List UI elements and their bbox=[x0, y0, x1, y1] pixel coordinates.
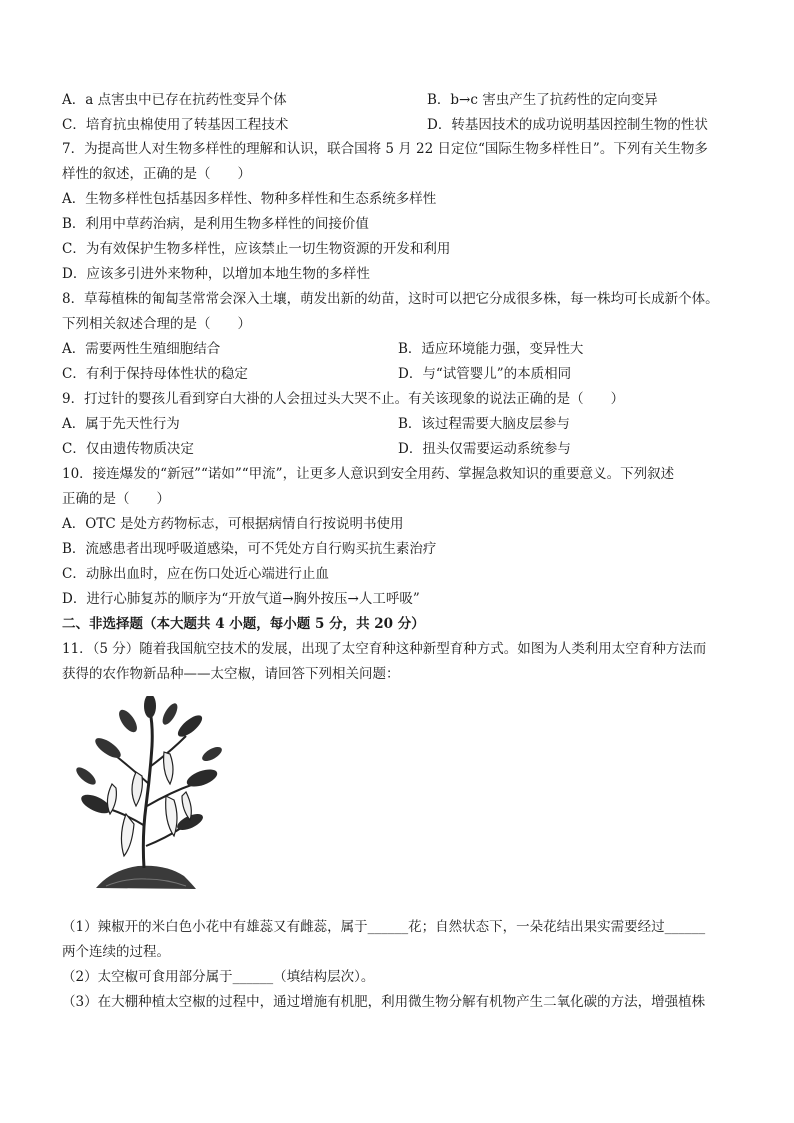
q9-option-c: C．仅由遗传物质决定 bbox=[62, 441, 194, 457]
q11-stem-line2: 获得的农作物新品种——太空椒，请回答下列相关问题： bbox=[62, 666, 400, 682]
pepper-plant-illustration bbox=[66, 696, 226, 896]
q8-option-d: D．与“试管婴儿”的本质相同 bbox=[398, 366, 572, 382]
q7-option-a: A．生物多样性包括基因多样性、物种多样性和生态系统多样性 bbox=[62, 191, 437, 207]
q6-option-a: A．a 点害虫中已存在抗药性变异个体 bbox=[62, 92, 287, 108]
q11-sub1-line1: （1）辣椒开的米白色小花中有雄蕊又有雌蕊，属于______花；自然状态下，一朵花结出果实需要经过______ bbox=[62, 919, 706, 935]
q11-sub1-line2: 两个连续的过程。 bbox=[62, 944, 170, 960]
q10-option-a: A．OTC 是处方药物标志，可根据病情自行按说明书使用 bbox=[62, 516, 404, 532]
q10-stem-line2: 正确的是（ ） bbox=[62, 491, 170, 507]
q6-option-d: D．转基因技术的成功说明基因控制生物的性状 bbox=[427, 117, 708, 133]
q7-option-c: C．为有效保护生物多样性，应该禁止一切生物资源的开发和利用 bbox=[62, 241, 451, 257]
q9-option-d: D．扭头仅需要运动系统参与 bbox=[398, 441, 571, 457]
q8-stem-line2: 下列相关叙述合理的是（ ） bbox=[62, 316, 251, 332]
q6-option-c: C．培育抗虫棉使用了转基因工程技术 bbox=[62, 117, 289, 133]
q7-option-b: B．利用中草药治病，是利用生物多样性的间接价值 bbox=[62, 216, 369, 232]
q8-option-b: B．适应环境能力强，变异性大 bbox=[398, 341, 584, 357]
q6-option-b: B．b→c 害虫产生了抗药性的定向变异 bbox=[427, 92, 658, 108]
q11-sub2: （2）太空椒可食用部分属于______（填结构层次）。 bbox=[62, 969, 375, 985]
q11-stem-line1: 11．（5 分）随着我国航空技术的发展，出现了太空育种这种新型育种方式。如图为人类利用太空育种方法而 bbox=[62, 641, 707, 657]
q7-stem-line1: 7．为提高世人对生物多样性的理解和认识，联合国将 5 月 22 日定位“国际生物多样性日”。下列有关生物多 bbox=[62, 141, 708, 157]
section-heading: 二、非选择题（本大题共 4 小题，每小题 5 分，共 20 分） bbox=[62, 616, 425, 632]
q9-stem: 9．打过针的婴孩儿看到穿白大褂的人会扭过头大哭不止。有关该现象的说法正确的是（ ） bbox=[62, 391, 625, 407]
q9-option-b: B．该过程需要大脑皮层参与 bbox=[398, 416, 570, 432]
q7-option-d: D．应该多引进外来物种，以增加本地生物的多样性 bbox=[62, 266, 370, 282]
q10-option-c: C．动脉出血时，应在伤口处近心端进行止血 bbox=[62, 566, 329, 582]
q8-option-c: C．有利于保持母体性状的稳定 bbox=[62, 366, 248, 382]
q8-stem-line1: 8．草莓植株的匍匐茎常常会深入土壤，萌发出新的幼苗，这时可以把它分成很多株，每一株均可长成新个体。 bbox=[62, 291, 719, 307]
q10-option-b: B．流感患者出现呼吸道感染，可不凭处方自行购买抗生素治疗 bbox=[62, 541, 437, 557]
q10-option-d: D．进行心肺复苏的顺序为“开放气道→胸外按压→人工呼吸” bbox=[62, 591, 420, 607]
q9-option-a: A．属于先天性行为 bbox=[62, 416, 180, 432]
q7-stem-line2: 样性的叙述，正确的是（ ） bbox=[62, 166, 251, 182]
q10-stem-line1: 10．接连爆发的“新冠”“诺如”“甲流”，让更多人意识到安全用药、掌握急救知识的重要意义。下列叙述 bbox=[62, 466, 675, 482]
q8-option-a: A．需要两性生殖细胞结合 bbox=[62, 341, 221, 357]
q11-sub3-line1: （3）在大棚种植太空椒的过程中，通过增施有机肥，利用微生物分解有机物产生二氧化碳的方法，增强植株 bbox=[62, 994, 706, 1010]
